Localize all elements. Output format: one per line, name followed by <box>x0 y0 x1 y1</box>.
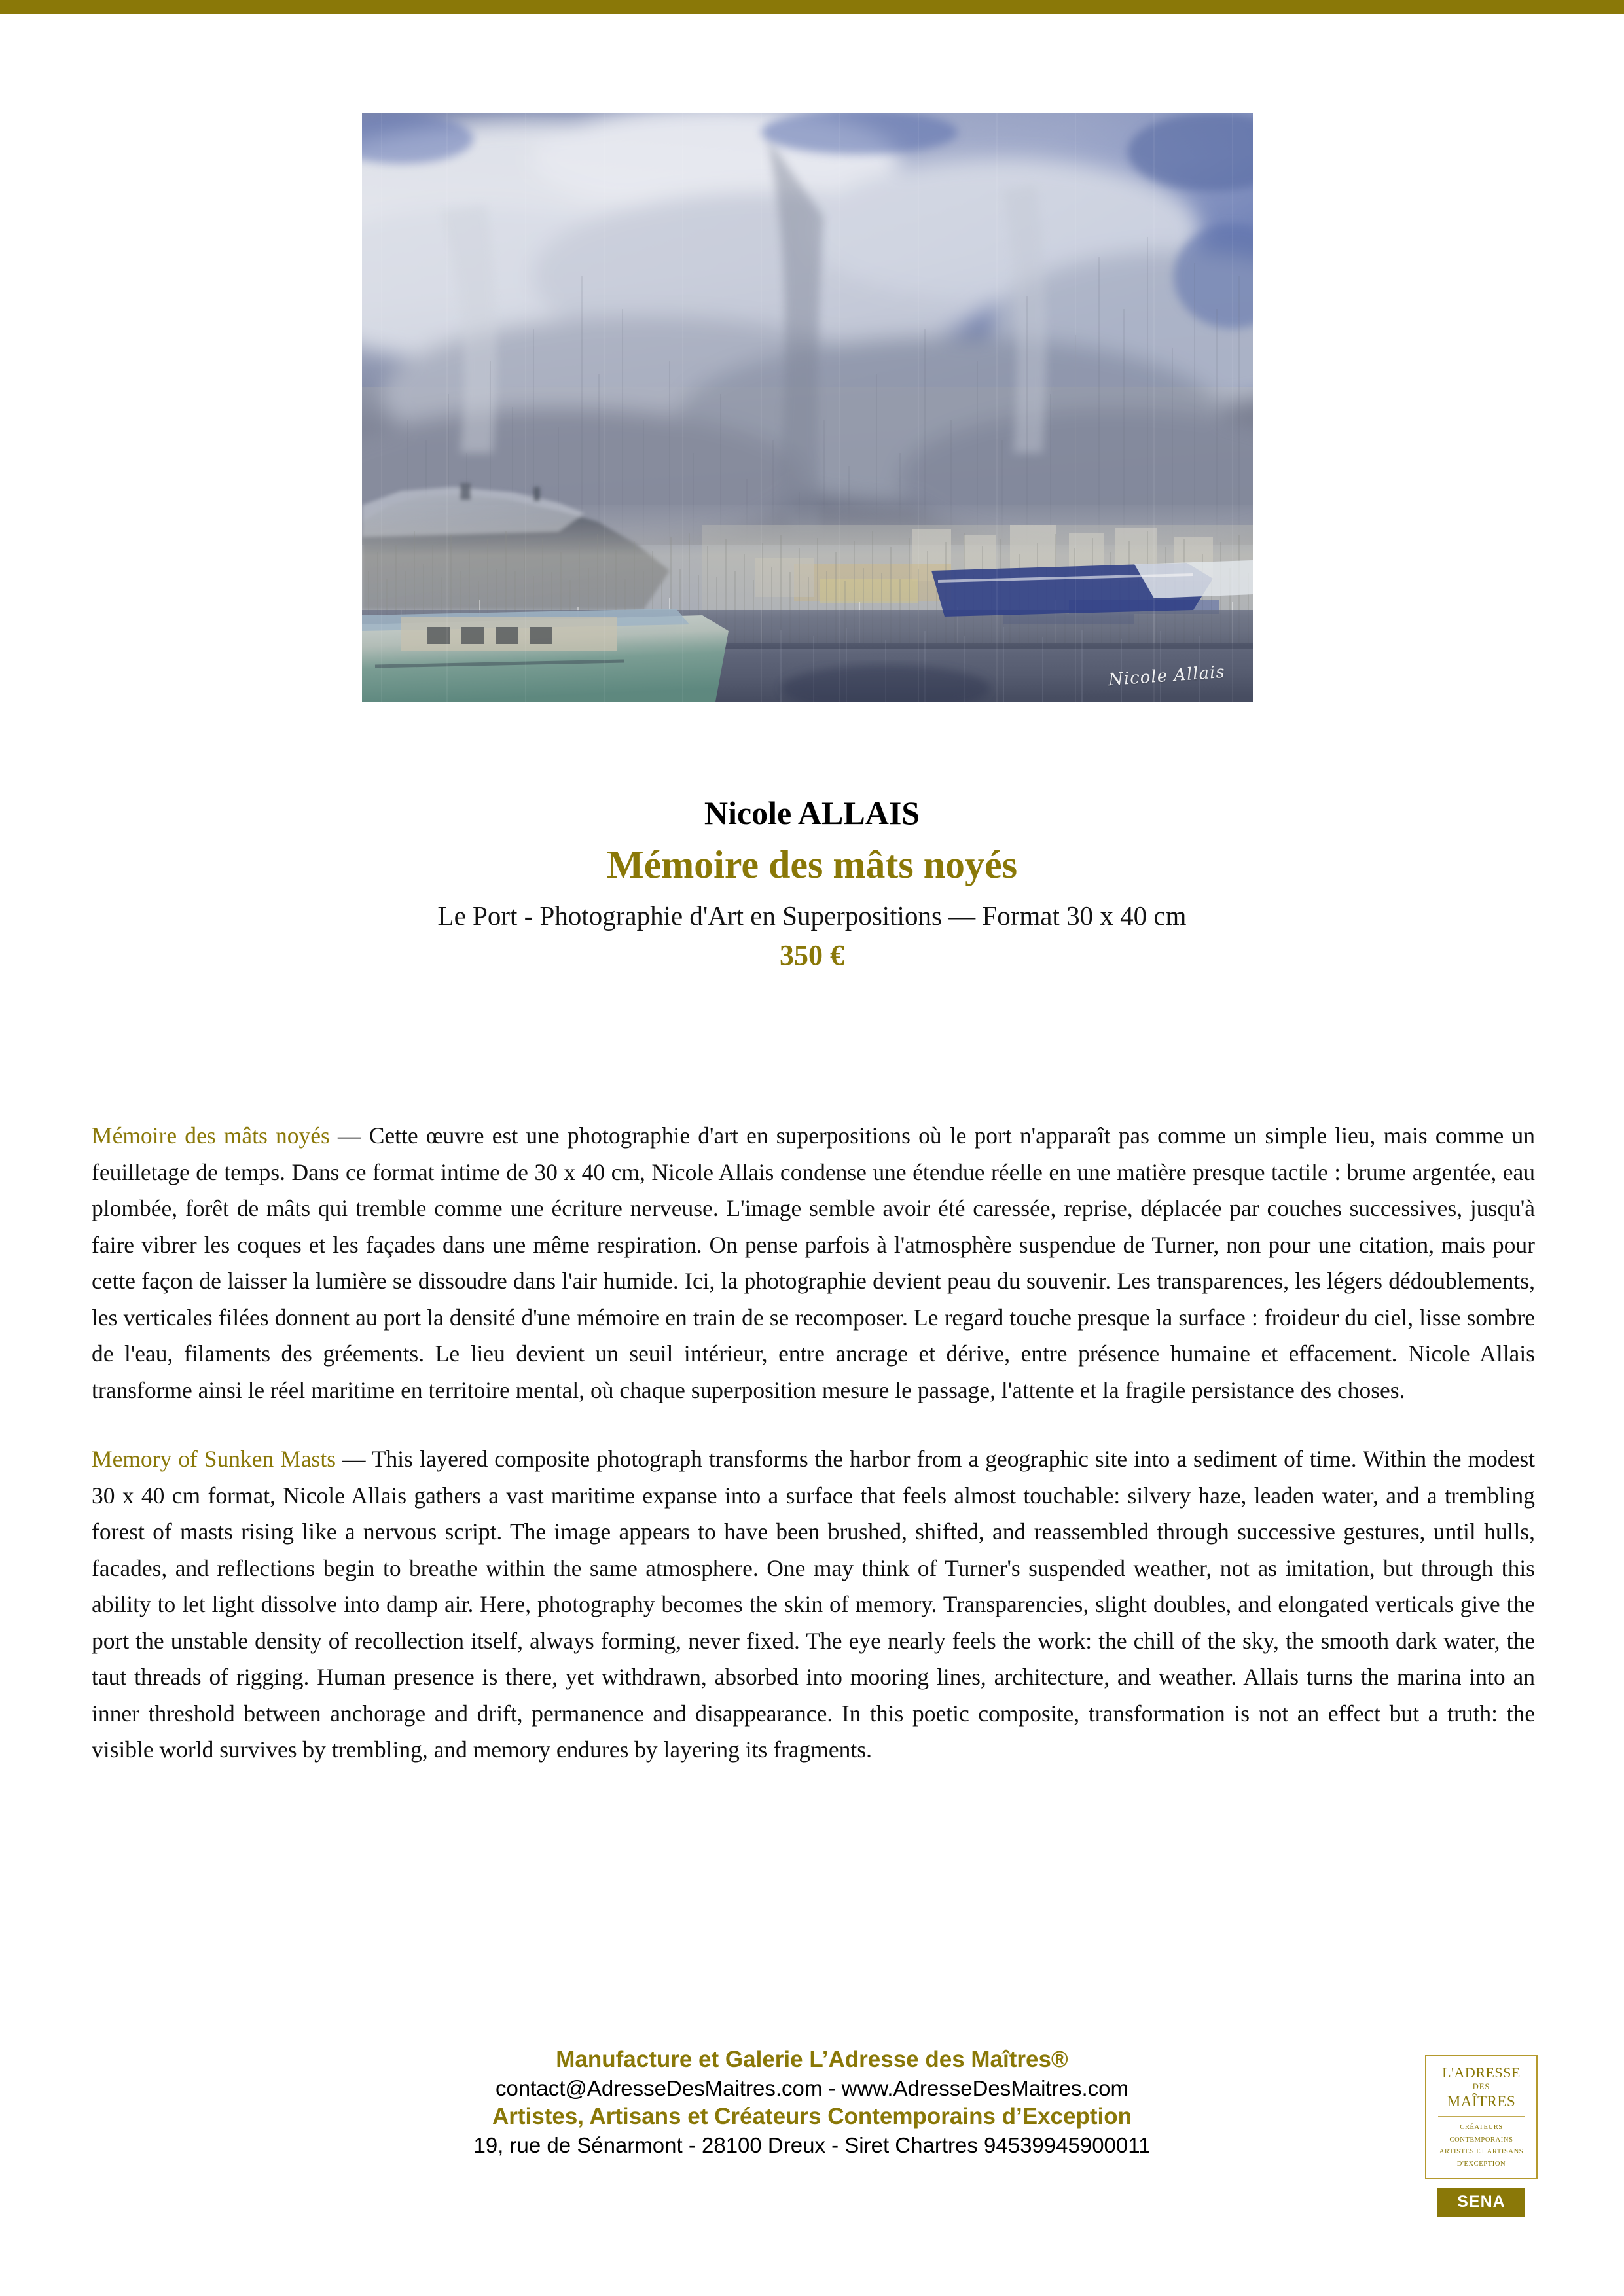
logo-card <box>1425 2055 1538 2179</box>
artwork-price: 350 € <box>780 939 844 972</box>
footer-tagline: Artistes, Artisans et Créateurs Contemporains d’Exception <box>492 2104 1132 2130</box>
footer-contact[interactable]: contact@AdresseDesMaitres.com - www.AdresseDesMaitres.com <box>496 2075 1128 2100</box>
description-body-fr: — Cette œuvre est une photographie d'art en superpositions où le port n'apparaît pas comme un simple lieu, mais comme un feuilletage de temps. Dans ce format intime de 30 x 40 cm, Nicole Allais condense une étendue réelle en une matière presque tactile : brume argentée, eau plombée, forêt de mâts qui tremble comme une écriture nerveuse. L'image semble avoir été caressée, reprise, déplacée par couches successives, jusqu'à faire vibrer les coques et les façades dans une même respiration. On pense parfois à l'atmosphère suspendue de Turner, non pour une citation, mais pour cette façon de laisser la lumière se dissoudre dans l'air humide. Ici, la photographie devient peau du souvenir. Les transparences, les légers dédoublements, les verticales filées donnent au port la densité d'une mémoire en train de se recomposer. Le regard touche presque la surface : froideur du ciel, lisse sombre de l'eau, filaments des gréements. Le lieu devient un seuil intérieur, entre ancrage et dérive, entre présence humaine et effacement. Nicole Allais transforme ainsi le réel maritime en territoire mental, où chaque superposition mesure le passage, l'attente et la fragile persistance des choses. <box>92 1122 1535 1403</box>
logo-sub-line-1: CRÉATEURS CONTEMPORAINS <box>1449 2124 1513 2144</box>
logo-line-des: DES <box>1472 2082 1490 2092</box>
artwork-title: Mémoire des mâts noyés <box>606 843 1018 886</box>
logo-sub-line-3: D'EXCEPTION <box>1456 2160 1506 2168</box>
sena-badge: SENA <box>1437 2188 1525 2217</box>
artist-name: Nicole ALLAIS <box>704 795 920 831</box>
footer-address: 19, rue de Sénarmont - 28100 Dreux - Siret Chartres 94539945900011 <box>473 2132 1151 2157</box>
logo-divider <box>1438 2116 1525 2117</box>
brand-logo-block <box>1425 2055 1538 2217</box>
logo-line-maitres: MAÎTRES <box>1447 2092 1516 2109</box>
footer <box>0 2045 1624 2159</box>
description-section <box>92 1118 1535 1768</box>
logo-sub-line-2: ARTISTES ET ARTISANS <box>1439 2148 1524 2156</box>
description-paragraph-fr <box>92 1118 1535 1408</box>
description-lead-fr: Mémoire des mâts noyés <box>92 1122 330 1149</box>
footer-company-name: Manufacture et Galerie L’Adresse des Maîtres® <box>556 2047 1068 2072</box>
description-body-en: — This layered composite photograph transforms the harbor from a geographic site into a sediment of time. Within the modest 30 x 40 cm format, Nicole Allais gathers a vast maritime expanse into a surface that feels almost touchable: silvery haze, leaden water, and a trembling forest of masts rising like a nervous script. The image appears to have been brushed, shifted, and reassembled through successive gestures, until hulls, facades, and reflections begin to breathe within the same atmosphere. One may think of Turner's suspended weather, not as imitation, but through this ability to let light dissolve into damp air. Here, photography becomes the skin of memory. Transparencies, slight doubles, and elongated verticals give the port the unstable density of recollection itself, always forming, never fixed. The eye nearly feels the work: the chill of the sky, the smooth dark water, the taut threads of rigging. Human presence is there, yet withdrawn, absorbed into mooring lines, architecture, and weather. Allais turns the marina into an inner threshold between anchorage and drift, permanence and disappearance. In this poetic composite, transformation is not an effect but a truth: the visible world survives by trembling, and memory endures by layering its fragments. <box>92 1446 1535 1763</box>
description-paragraph-en <box>92 1441 1535 1768</box>
logo-line-adresse: L'ADRESSE <box>1442 2064 1521 2081</box>
artwork-rendering <box>362 113 1253 702</box>
artist-signature: Nicole Allais <box>1108 662 1226 691</box>
title-block <box>0 795 1624 973</box>
top-accent-bar <box>0 0 1624 14</box>
description-lead-en: Memory of Sunken Masts <box>92 1446 336 1472</box>
artwork-image <box>362 113 1253 702</box>
artwork-subtitle: Le Port - Photographie d'Art en Superpositions — Format 30 x 40 cm <box>437 901 1187 931</box>
